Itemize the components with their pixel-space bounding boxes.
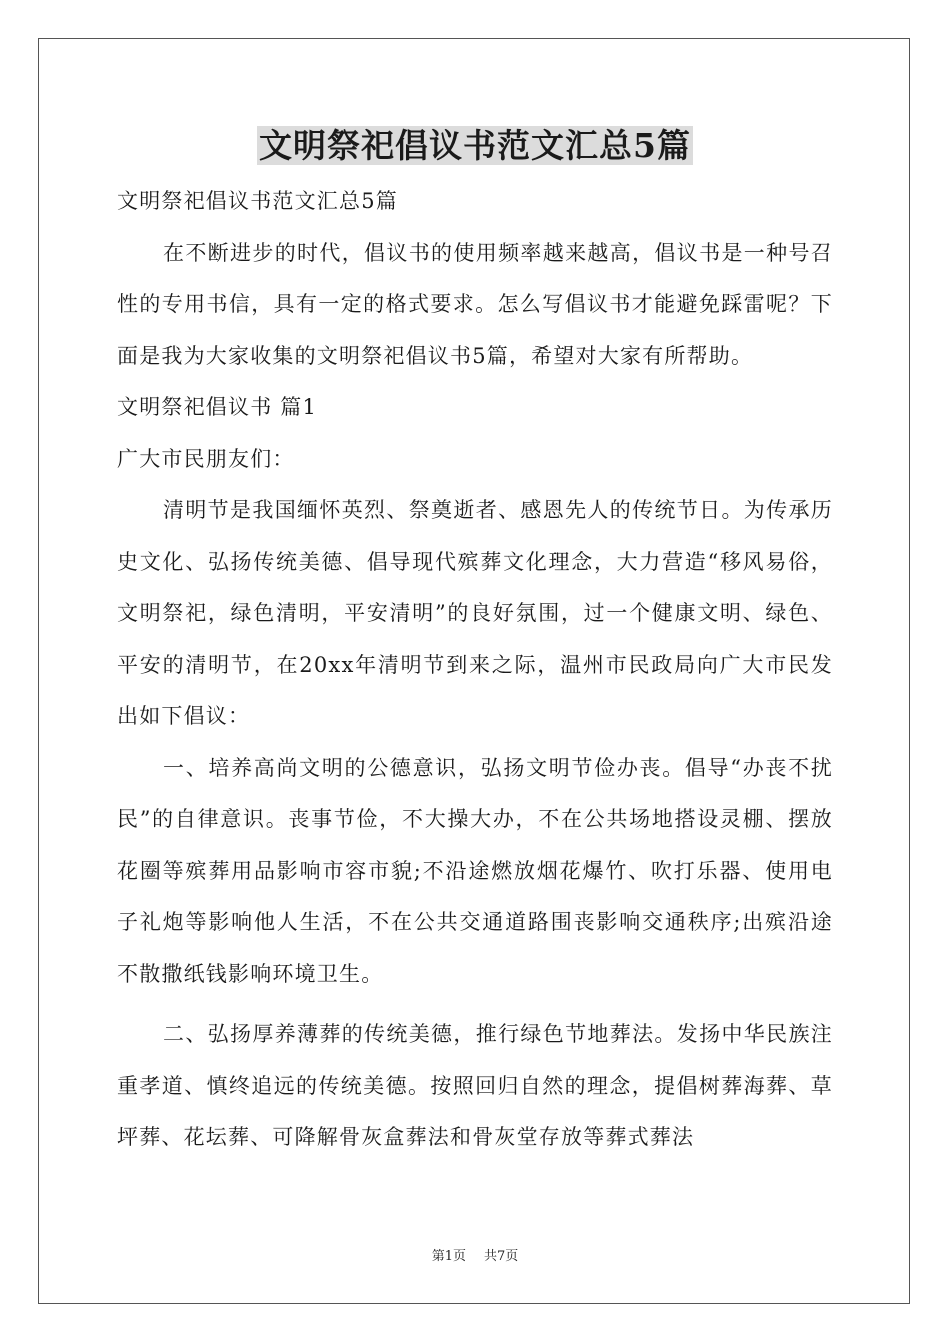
document-title-text: 文明祭祀倡议书范文汇总5篇 bbox=[259, 126, 691, 165]
subtitle-paragraph: 文明祭祀倡议书范文汇总5篇 bbox=[117, 189, 398, 213]
paragraph-gap bbox=[117, 1000, 833, 1009]
document-body bbox=[117, 176, 833, 1164]
body-paragraph: 一、培养高尚文明的公德意识，弘扬文明节俭办丧。倡导“办丧不扰民”的自律意识。丧事节俭，不大操大办，不在公共场地搭设灵棚、摆放花圈等殡葬用品影响市容市貌;不沿途燃放烟花爆竹、吹打乐器、使用电子礼炮等影响他人生活，不在公共交通道路围丧影响交通秩序;出殡沿途不散撒纸钱影响环境卫生。 bbox=[117, 755, 833, 986]
section-heading: 文明祭祀倡议书 篇1 bbox=[117, 395, 318, 419]
body-paragraph: 清明节是我国缅怀英烈、祭奠逝者、感恩先人的传统节日。为传承历史文化、弘扬传统美德、倡导现代殡葬文化理念，大力营造“移风易俗，文明祭祀，绿色清明，平安清明”的良好氛围，过一个健康文明、绿色、平安的清明节，在20xx年清明节到来之际，温州市民政局向广大市民发出如下倡议： bbox=[117, 498, 833, 728]
page-total: 共7页 bbox=[484, 1249, 519, 1264]
intro-paragraph: 在不断进步的时代，倡议书的使用频率越来越高，倡议书是一种号召性的专用书信，具有一定的格式要求。怎么写倡议书才能避免踩雷呢？下面是我为大家收集的文明祭祀倡议书5篇，希望对大家有所帮助。 bbox=[117, 240, 833, 368]
salutation: 广大市民朋友们： bbox=[117, 446, 295, 471]
page-footer bbox=[0, 1248, 950, 1266]
page-number: 第1页 bbox=[431, 1249, 466, 1264]
body-paragraph: 二、弘扬厚养薄葬的传统美德，推行绿色节地葬法。发扬中华民族注重孝道、慎终追远的传统美德。按照回归自然的理念，提倡树葬海葬、草坪葬、花坛葬、可降解骨灰盒葬法和骨灰堂存放等葬式葬法 bbox=[117, 1022, 833, 1149]
document-title bbox=[0, 124, 950, 168]
